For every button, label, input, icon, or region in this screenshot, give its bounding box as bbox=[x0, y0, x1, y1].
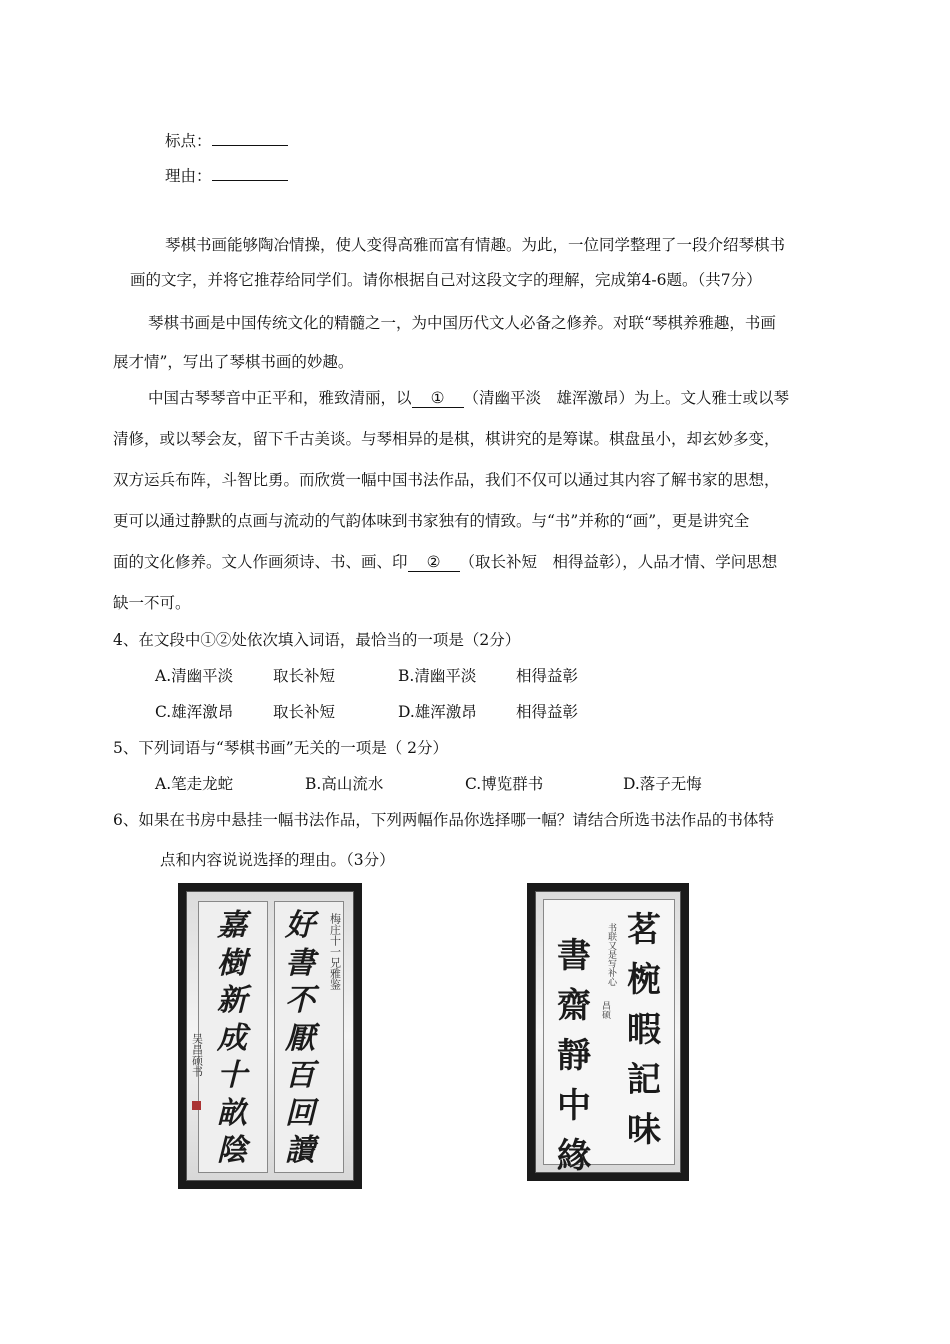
punctuation-answer-blank[interactable] bbox=[212, 129, 288, 146]
reason-line bbox=[165, 164, 288, 186]
q4-option-d-word: 相得益彰 bbox=[516, 703, 579, 721]
inscription-text: 梅庄十一兄雅鉴 bbox=[328, 913, 342, 990]
reason-label: 理由： bbox=[165, 167, 212, 185]
q5-option-c[interactable]: C.博览群书 bbox=[465, 775, 544, 793]
passage-p2-line-5 bbox=[113, 552, 777, 572]
question-4-options-row-2 bbox=[155, 702, 855, 722]
calligraphy-char: 陰 bbox=[217, 1133, 247, 1168]
passage-p2-line-2: 清修，或以琴会友，留下千古美谈。与琴相异的是棋，棋讲究的是筹谋。棋盘虽小，却玄妙多变， bbox=[113, 430, 780, 448]
right-work-right-column bbox=[619, 905, 669, 1155]
blank-1: ① bbox=[412, 389, 464, 408]
calligraphy-char: 暇 bbox=[627, 1010, 661, 1050]
passage-p1-line-1: 琴棋书画是中国传统文化的精髓之一，为中国历代文人必备之修养。对联“琴棋养雅趣，书画 bbox=[148, 314, 776, 332]
right-work-inscription-right bbox=[605, 923, 617, 986]
passage-text: 面的文化修养。文人作画须诗、书、画、印 bbox=[113, 553, 408, 571]
passage-text: （取长补短 相得益彰），人品才情、学问思想 bbox=[459, 553, 778, 571]
passage-p2-line-4: 更可以通过静默的点画与流动的气韵体味到书家独有的情致。与“书”并称的“画”，更是讲究全 bbox=[113, 512, 750, 530]
question-5-stem: 5、下列词语与“琴棋书画”无关的一项是（ 2分） bbox=[113, 739, 448, 757]
left-work-right-column bbox=[274, 907, 326, 1170]
right-work-inscription-left bbox=[599, 1001, 611, 1019]
calligraphy-work-right[interactable] bbox=[527, 883, 689, 1181]
reason-answer-blank[interactable] bbox=[212, 164, 288, 181]
q4-option-a-word: 取长补短 bbox=[273, 667, 336, 685]
q5-option-a[interactable]: A.笔走龙蛇 bbox=[155, 775, 234, 793]
calligraphy-char: 味 bbox=[627, 1110, 661, 1150]
left-work-left-column bbox=[206, 907, 258, 1170]
calligraphy-char: 十 bbox=[217, 1058, 247, 1093]
question-4-options-row-1 bbox=[155, 666, 855, 686]
calligraphy-char: 記 bbox=[627, 1060, 661, 1100]
calligraphy-char: 新 bbox=[217, 983, 247, 1018]
punctuation-label: 标点： bbox=[165, 132, 212, 150]
calligraphy-char: 嘉 bbox=[217, 908, 247, 943]
passage-p2-line-3: 双方运兵布阵，斗智比勇。而欣赏一幅中国书法作品，我们不仅可以通过其内容了解书家的思想， bbox=[113, 471, 780, 489]
calligraphy-char: 茗 bbox=[627, 910, 661, 950]
blank-2: ② bbox=[408, 553, 460, 572]
passage-p2-line-6: 缺一不可。 bbox=[113, 594, 191, 612]
calligraphy-char: 厭 bbox=[285, 1020, 315, 1056]
calligraphy-char: 不 bbox=[285, 983, 315, 1018]
intro-line-1: 琴棋书画能够陶冶情操，使人变得高雅而富有情趣。为此，一位同学整理了一段介绍琴棋书 bbox=[165, 236, 786, 254]
q5-option-d[interactable]: D.落子无悔 bbox=[623, 775, 702, 793]
passage-p1-line-2: 展才情”，写出了琴棋书画的妙趣。 bbox=[113, 353, 354, 371]
q5-option-b[interactable]: B.高山流水 bbox=[305, 775, 384, 793]
q4-option-c[interactable]: C.雄浑激昂 bbox=[155, 703, 234, 721]
passage-text: （清幽平淡 雄浑激昂）为上。文人雅士或以琴 bbox=[463, 389, 790, 407]
calligraphy-char: 樹 bbox=[217, 945, 247, 981]
q4-option-b[interactable]: B.清幽平淡 bbox=[398, 667, 477, 685]
question-5-options bbox=[155, 774, 855, 794]
calligraphy-work-left[interactable] bbox=[178, 883, 362, 1189]
calligraphy-char: 靜 bbox=[557, 1036, 591, 1076]
left-work-inscription-right bbox=[328, 913, 342, 990]
calligraphy-char: 讀 bbox=[285, 1133, 315, 1168]
question-6-stem-line-1: 6、如果在书房中悬挂一幅书法作品，下列两幅作品你选择哪一幅？请结合所选书法作品的书体特 bbox=[113, 811, 774, 829]
calligraphy-char: 好 bbox=[285, 908, 315, 943]
calligraphy-char: 回 bbox=[285, 1095, 315, 1131]
calligraphy-char: 畝 bbox=[217, 1095, 247, 1131]
calligraphy-char: 緣 bbox=[557, 1136, 591, 1176]
question-4-stem: 4、在文段中①②处依次填入词语，最恰当的一项是（2分） bbox=[113, 631, 521, 649]
q4-option-d[interactable]: D.雄浑激昂 bbox=[398, 703, 477, 721]
inscription-text: 昌硕 bbox=[600, 1001, 610, 1019]
seal-stamp-icon bbox=[192, 1101, 201, 1110]
intro-line-2: 画的文字，并将它推荐给同学们。请你根据自己对这段文字的理解，完成第4-6题。（共7分） bbox=[130, 271, 762, 289]
passage-p2-line-1 bbox=[148, 388, 789, 408]
q4-option-c-word: 取长补短 bbox=[273, 703, 336, 721]
question-6-stem-line-2: 点和内容说说选择的理由。（3分） bbox=[160, 851, 395, 869]
calligraphy-char: 椀 bbox=[627, 960, 661, 1000]
inscription-text: 吴昌硕书 bbox=[190, 1033, 204, 1077]
calligraphy-char: 成 bbox=[217, 1020, 247, 1056]
passage-text: 中国古琴琴音中正平和，雅致清丽，以 bbox=[148, 389, 412, 407]
right-work-left-column bbox=[549, 931, 599, 1181]
inscription-text: 书联又是写补心 bbox=[606, 923, 616, 986]
calligraphy-char: 百 bbox=[285, 1058, 315, 1093]
calligraphy-char: 齋 bbox=[557, 986, 591, 1026]
q4-option-a[interactable]: A.清幽平淡 bbox=[155, 667, 234, 685]
left-work-inscription-left bbox=[190, 1033, 204, 1077]
calligraphy-char: 中 bbox=[557, 1086, 591, 1126]
punctuation-line bbox=[165, 129, 288, 151]
calligraphy-char: 書 bbox=[557, 936, 591, 976]
calligraphy-char: 書 bbox=[285, 945, 315, 981]
q4-option-b-word: 相得益彰 bbox=[516, 667, 579, 685]
